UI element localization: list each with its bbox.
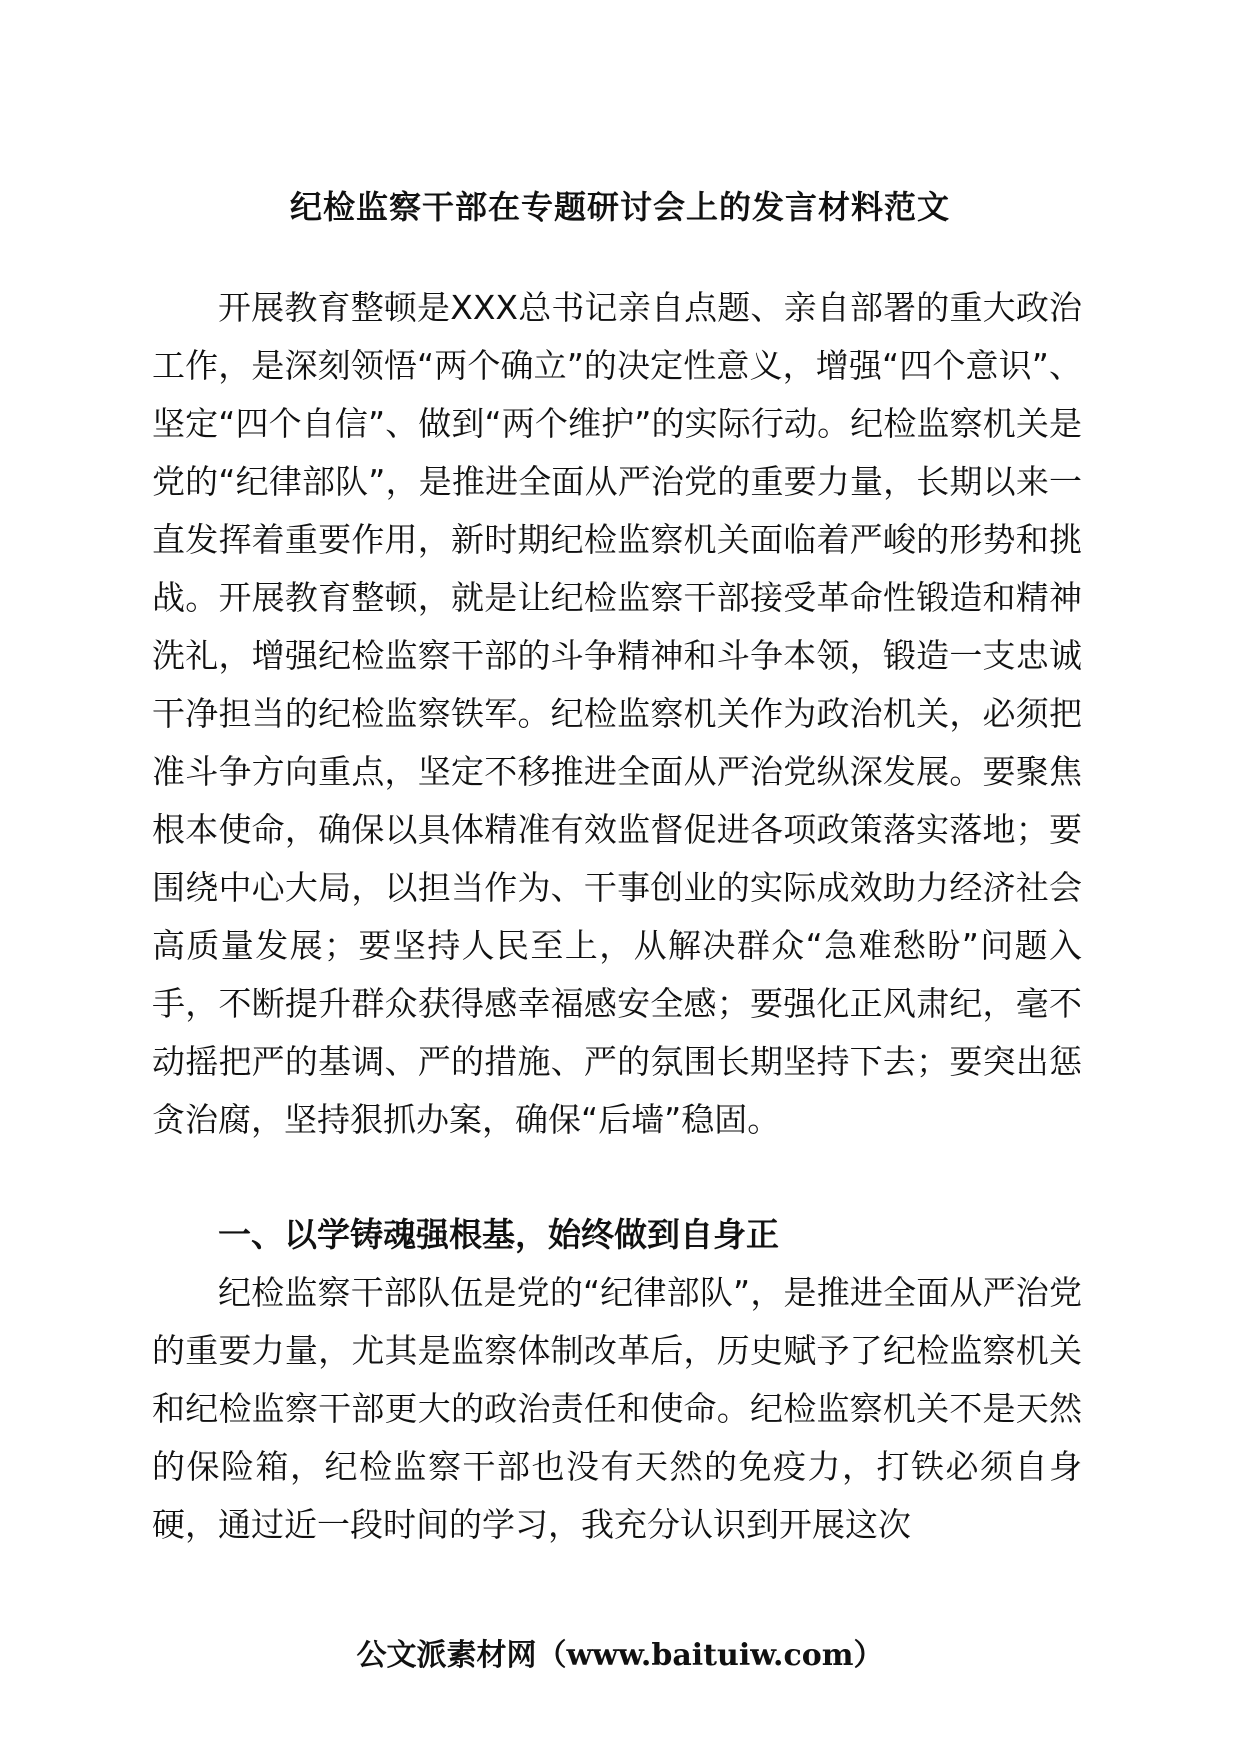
footer-watermark: 公文派素材网（www.baituiw.com） bbox=[356, 1638, 884, 1673]
document-title: 纪检监察干部在专题研讨会上的发言材料范文 bbox=[289, 188, 950, 226]
body-paragraph-2: 纪检监察干部队伍是党的“纪律部队”，是推进全面从严治党的重要力量，尤其是监察体制改革后，历史赋予了纪检监察机关和纪检监察干部更大的政治责任和使命。纪检监察机关不是天然的保险箱，纪检监察干部也没有天然的免疫力，打铁必须自身硬，通过近一段时间的学习，我充分认识到开展这次 bbox=[152, 1273, 1082, 1544]
body-paragraph-1: 开展教育整顿是XXX总书记亲自点题、亲自部署的重大政治工作，是深刻领悟“两个确立”的决定性意义，增强“四个意识”、坚定“四个自信”、做到“两个维护”的实际行动。纪检监察机关是党的“纪律部队”，是推进全面从严治党的重要力量，长期以来一直发挥着重要作用，新时期纪检监察机关面临着严峻的形势和挑战。开展教育整顿，就是让纪检监察干部接受革命性锻造和精神洗礼，增强纪检监察干部的斗争精神和斗争本领，锻造一支忠诚干净担当的纪检监察铁军。纪检监察机关作为政治机关，必须把准斗争方向重点，坚定不移推进全面从严治党纵深发展。要聚焦根本使命，确保以具体精准有效监督促进各项政策落实落地；要围绕中心大局，以担当作为、干事创业的实际成效助力经济社会高质量发展；要坚持人民至上，从解决群众“急难愁盼”问题入手，不断提升群众获得感幸福感安全感；要强化正风肃纪，毫不动摇把严的基调、严的措施、严的氛围长期坚持下去；要突出惩贪治腐，坚持狠抓办案，确保“后墙”稳固。 bbox=[152, 288, 1082, 1139]
section-heading-1: 一、以学铸魂强根基，始终做到自身正 bbox=[218, 1215, 779, 1254]
